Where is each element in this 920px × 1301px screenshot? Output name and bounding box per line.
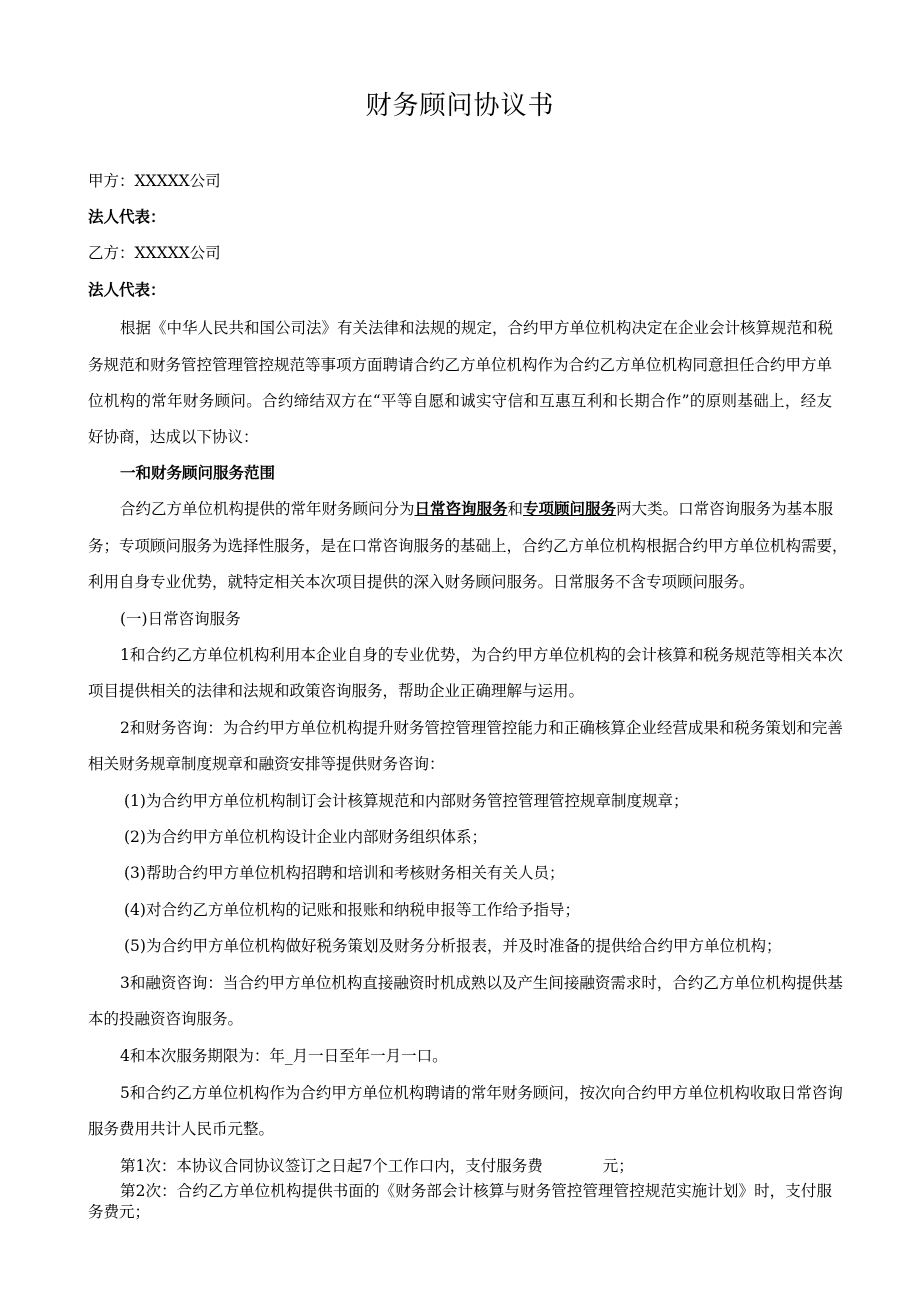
item1-line: 项目提供相关的法律和法规和政策咨询服务，帮助企业正确理解与运用。: [88, 682, 585, 700]
payment1-text: 第1次：本协议合同协议签订之日起7个工作口内，支付服务费: [120, 1157, 543, 1175]
party-a: 甲方：XXXXX公司: [88, 172, 221, 190]
payment2-line: 务费元；: [88, 1203, 151, 1221]
section-heading: 一和财务顾问服务范围: [120, 463, 276, 482]
payment2-line: 第2次：合约乙方单位机构提供书面的《财务部会计核算与财务管控管理管控规范实施计划》时，支付服: [120, 1182, 832, 1200]
section1-text: 两大类。口常咨询服务为基本服: [616, 500, 834, 518]
intro-line: 好协商，达成以下协议：: [88, 428, 259, 446]
item1-line: 1和合约乙方单位机构利用本企业自身的专业优势，为合约甲方单位机构的会计核算和税务规范等相关本次: [120, 646, 843, 664]
document-title: 财务顾问协议书: [365, 91, 555, 121]
legal-rep-b: 法人代表：: [88, 280, 166, 299]
payment-line: [120, 1155, 634, 1177]
list-item: (4)对合约乙方单位机构的记账和报账和纳税申报等工作给予指导；: [124, 901, 580, 919]
item2-line: 2和财务咨询：为合约甲方单位机构提升财务管控管理管控能力和正确核算企业经营成果和税务策划和完善: [120, 719, 843, 737]
list-item: (1)为合约甲方单位机构制订会计核算规范和内部财务管控管理管控规章制度规章；: [124, 792, 689, 810]
item3-line: 3和融资咨询：当合约甲方单位机构直接融资时机成熟以及产生间接融资需求时，合约乙方单位机构提供基: [120, 974, 843, 992]
legal-rep-a: 法人代表：: [88, 207, 166, 226]
payment1-unit: 元；: [602, 1157, 634, 1175]
subsection-heading: (一)日常咨询服务: [120, 610, 241, 628]
list-item: (2)为合约甲方单位机构设计企业内部财务组织体系；: [124, 828, 487, 846]
party-b: 乙方：XXXXX公司: [88, 244, 221, 262]
item2-line: 相关财务规章制度规章和融资安排等提供财务咨询：: [88, 755, 445, 773]
list-item: (5)为合约甲方单位机构做好税务策划及财务分析报表，并及时准备的提供给合约甲方单位机构；: [124, 937, 782, 955]
daily-service-term: 日常咨询服务: [414, 499, 508, 518]
section1-line: 务；专项顾问服务为选择性服务，是在口常咨询服务的基础上，合约乙方单位机构根据合约甲方单位机构需要，: [88, 537, 848, 555]
intro-line: 根据《中华人民共和国公司法》有关法律和法规的规定，合约甲方单位机构决定在企业会计核算规范和税: [120, 319, 834, 337]
section1-line: 利用自身专业优势，就特定相关本次项目提供的深入财务顾问服务。日常服务不含专项顾问服务。: [88, 573, 755, 591]
section1-text: 和: [507, 500, 524, 518]
intro-line: 务规范和财务管控管理管控规范等事项方面聘请合约乙方单位机构作为合约乙方单位机构同意担任合约甲方单: [88, 356, 833, 374]
section1-line: [120, 498, 832, 520]
list-item: (3)帮助合约甲方单位机构招聘和培训和考核财务相关有关人员；: [124, 864, 565, 882]
special-service-term: 专项顾问服务: [523, 499, 617, 518]
intro-line: 位机构的常年财务顾问。合约缔结双方在“平等自愿和诚实守信和互惠互利和长期合作”的原则基础上，经友: [88, 392, 832, 410]
item4-line: 4和本次服务期限为：年_月一日至年一月一口。: [120, 1047, 448, 1065]
item5-line: 5和合约乙方单位机构作为合约甲方单位机构聘请的常年财务顾问，按次向合约甲方单位机构收取日常咨询: [120, 1084, 843, 1102]
item3-line: 本的投融资咨询服务。: [88, 1010, 244, 1028]
section1-text: 合约乙方单位机构提供的常年财务顾问分为: [120, 500, 415, 518]
item5-line: 服务费用共计人民币元整。: [88, 1120, 275, 1138]
